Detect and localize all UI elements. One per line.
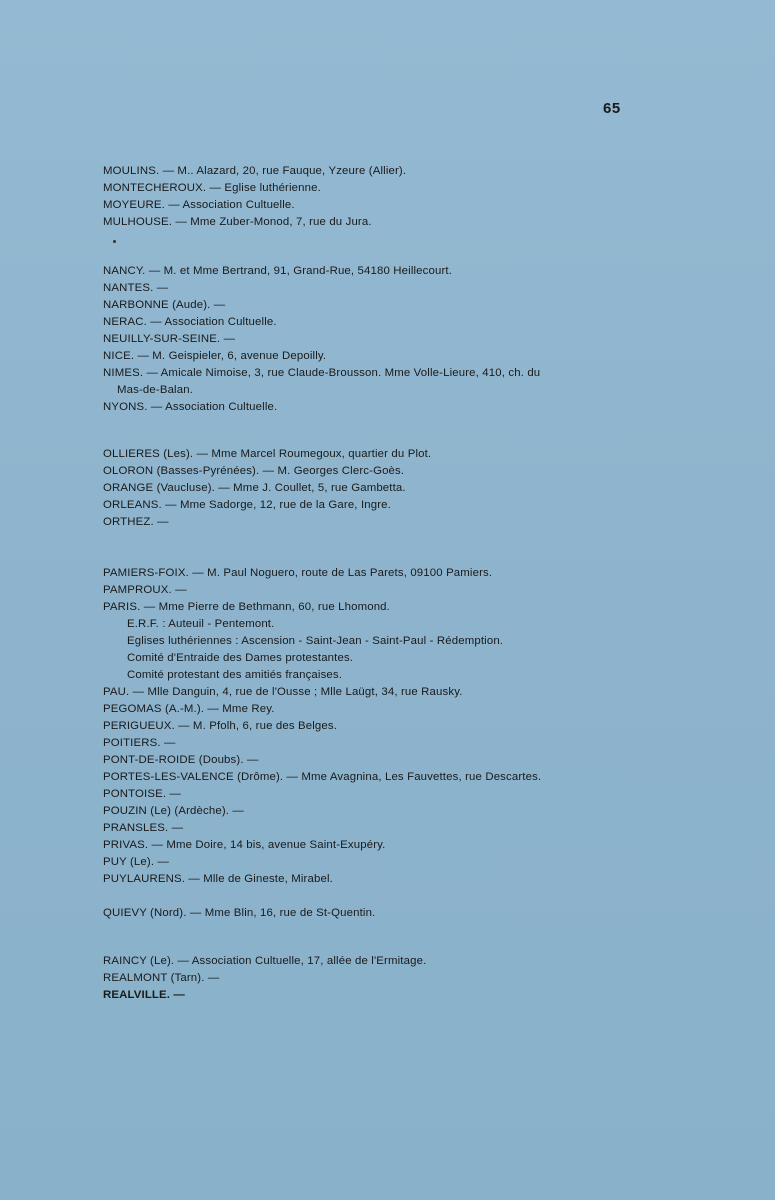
entry-puy: PUY (Le). — — [103, 856, 170, 868]
entry-paris-comite-amities: Comité protestant des amitiés françaises. — [127, 669, 343, 681]
entry-pamiers-foix: PAMIERS-FOIX. — M. Paul Noguero, route de Las Parets, 09100 Pamiers. — [103, 567, 493, 579]
entry-montecheroux: MONTECHEROUX. — Eglise luthérienne. — [103, 182, 321, 194]
entry-paris: PARIS. — Mme Pierre de Bethmann, 60, rue Lhomond. — [103, 601, 390, 613]
page-number: 65 — [603, 100, 621, 117]
entry-privas: PRIVAS. — Mme Doire, 14 bis, avenue Saint-Exupéry. — [103, 839, 386, 851]
entry-moulins: MOULINS. — M.. Alazard, 20, rue Fauque, Yzeure (Allier). — [103, 165, 407, 177]
entry-nyons: NYONS. — Association Cultuelle. — [103, 401, 278, 413]
entry-nancy: NANCY. — M. et Mme Bertrand, 91, Grand-Rue, 54180 Heillecourt. — [103, 265, 453, 277]
entry-pau: PAU. — Mlle Danguin, 4, rue de l'Ousse ; Mlle Laügt, 34, rue Rausky. — [103, 686, 463, 698]
entry-perigueux: PERIGUEUX. — M. Pfolh, 6, rue des Belges. — [103, 720, 338, 732]
entry-nimes: NIMES. — Amicale Nimoise, 3, rue Claude-Brousson. Mme Volle-Lieure, 410, ch. du — [103, 367, 541, 379]
entry-paris-lutheriennes: Eglises luthériennes : Ascension - Saint-Jean - Saint-Paul - Rédemption. — [127, 635, 504, 647]
entry-realville: REALVILLE. — — [103, 989, 185, 1001]
section-q — [103, 905, 643, 922]
entry-quievy: QUIEVY (Nord). — Mme Blin, 16, rue de St-Quentin. — [103, 907, 376, 919]
section-p — [103, 565, 643, 888]
entry-paris-comite-entraide: Comité d'Entraide des Dames protestantes. — [127, 652, 354, 664]
section-o — [103, 446, 643, 531]
entry-pegomas: PEGOMAS (A.-M.). — Mme Rey. — [103, 703, 275, 715]
entry-pamproux: PAMPROUX. — — [103, 584, 187, 596]
entry-pransles: PRANSLES. — — [103, 822, 184, 834]
entry-pont-de-roide: PONT-DE-ROIDE (Doubs). — — [103, 754, 259, 766]
entry-orleans: ORLEANS. — Mme Sadorge, 12, rue de la Gare, Ingre. — [103, 499, 391, 511]
section-n — [103, 263, 643, 416]
entry-realmont: REALMONT (Tarn). — — [103, 972, 220, 984]
entry-orange: ORANGE (Vaucluse). — Mme J. Coullet, 5, rue Gambetta. — [103, 482, 406, 494]
entry-nantes: NANTES. — — [103, 282, 169, 294]
entry-mulhouse: MULHOUSE. — Mme Zuber-Monod, 7, rue du Jura. — [103, 216, 372, 228]
entry-nice: NICE. — M. Geispieler, 6, avenue Depoilly. — [103, 350, 327, 362]
section-m — [103, 163, 643, 231]
entry-ollieres: OLLIERES (Les). — Mme Marcel Roumegoux, quartier du Plot. — [103, 448, 432, 460]
entry-oloron: OLORON (Basses-Pyrénées). — M. Georges Clerc-Goès. — [103, 465, 405, 477]
entry-portes-les-valence: PORTES-LES-VALENCE (Drôme). — Mme Avagnina, Les Fauvettes, rue Descartes. — [103, 771, 542, 783]
entry-pouzin: POUZIN (Le) (Ardèche). — — [103, 805, 244, 817]
entry-puylaurens: PUYLAURENS. — Mlle de Gineste, Mirabel. — [103, 873, 333, 885]
entry-poitiers: POITIERS. — — [103, 737, 176, 749]
entry-pontoise: PONTOISE. — — [103, 788, 182, 800]
entry-nerac: NERAC. — Association Cultuelle. — [103, 316, 277, 328]
entry-moyeure: MOYEURE. — Association Cultuelle. — [103, 199, 295, 211]
entry-nimes-continued: Mas-de-Balan. — [117, 384, 194, 396]
section-r — [103, 953, 643, 1004]
entry-narbonne: NARBONNE (Aude). — — [103, 299, 226, 311]
entry-neuilly: NEUILLY-SUR-SEINE. — — [103, 333, 236, 345]
entry-paris-erf: E.R.F. : Auteuil - Pentemont. — [127, 618, 275, 630]
entry-raincy: RAINCY (Le). — Association Cultuelle, 17, allée de l'Ermitage. — [103, 955, 427, 967]
entry-orthez: ORTHEZ. — — [103, 516, 169, 528]
stray-mark — [113, 240, 116, 243]
